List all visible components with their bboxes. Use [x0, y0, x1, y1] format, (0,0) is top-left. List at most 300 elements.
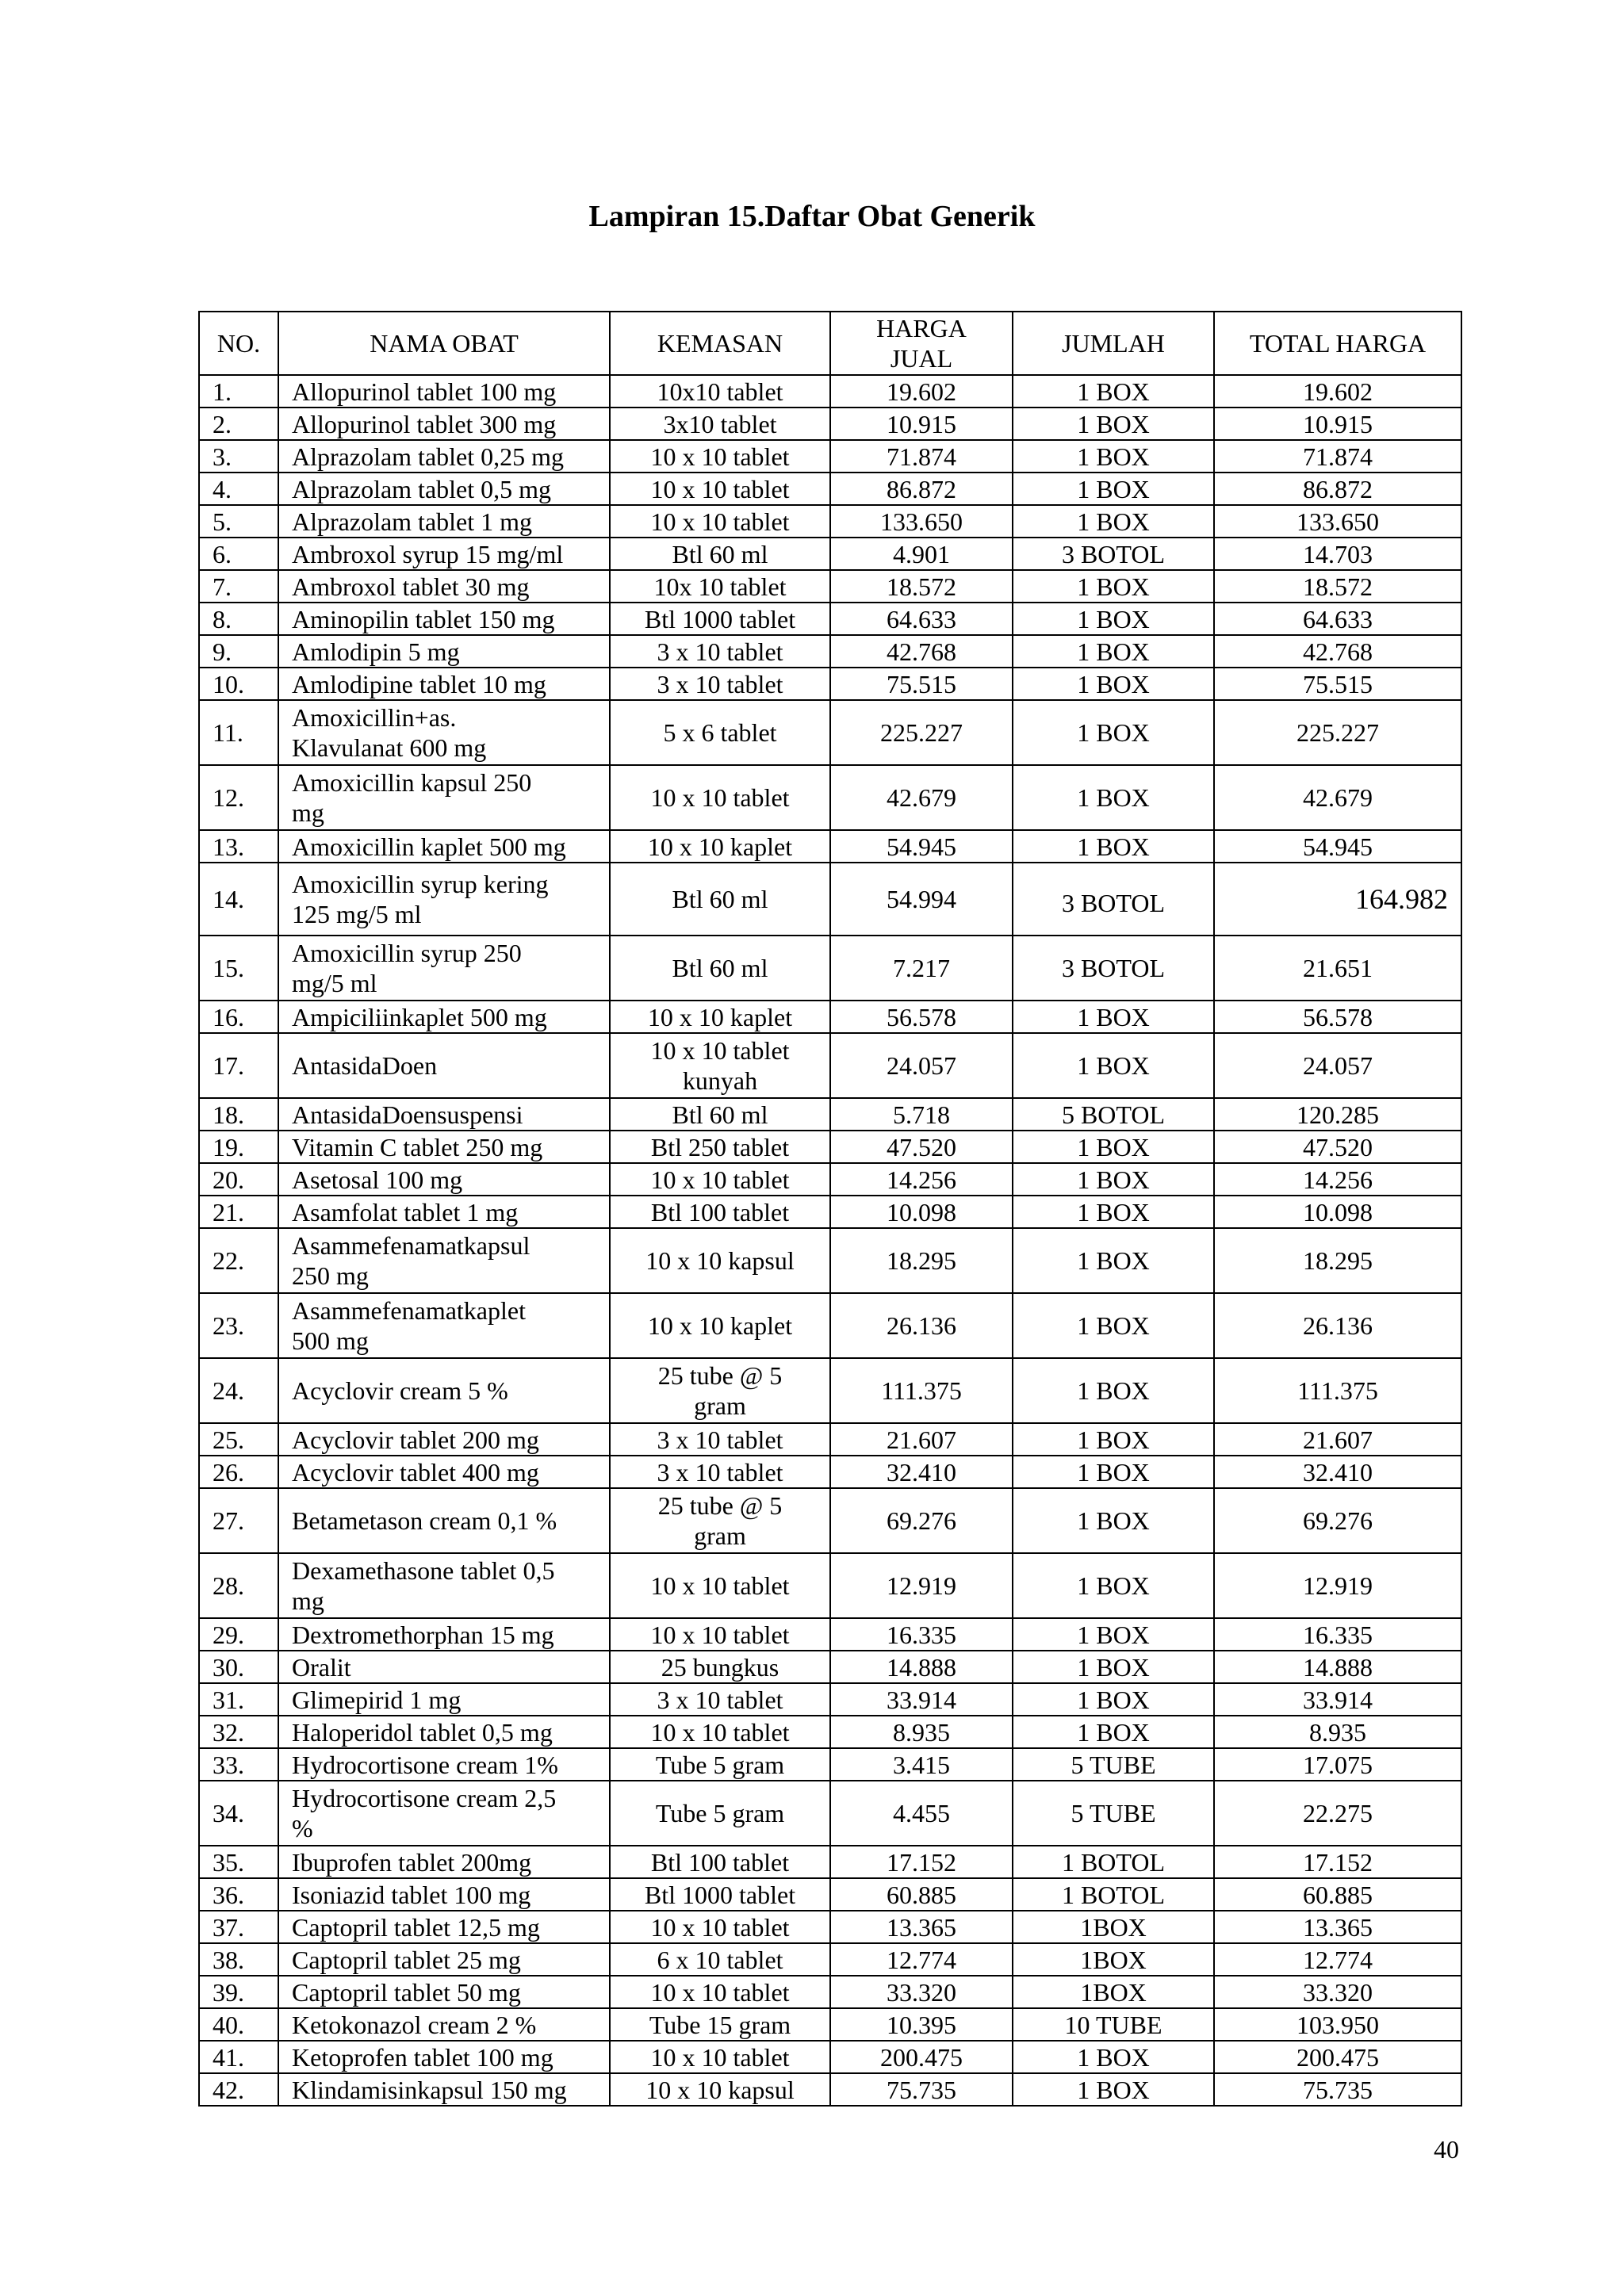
cell-name-line: Asetosal 100 mg: [292, 1165, 463, 1194]
table-row: [199, 1716, 1461, 1748]
cell-pack: [610, 1196, 830, 1228]
cell-pack: [610, 1131, 830, 1163]
cell-qty: 5 TUBE: [1013, 1748, 1214, 1781]
cell-price: 54.945: [830, 830, 1013, 863]
header-price-line1: HARGA: [876, 314, 967, 342]
table-row: [199, 603, 1461, 635]
cell-name: [278, 1423, 610, 1456]
cell-name: [278, 765, 610, 830]
cell-name-line: Amoxicillin kapsul 250: [292, 768, 532, 797]
cell-total: 14.703: [1214, 538, 1461, 570]
cell-price: 64.633: [830, 603, 1013, 635]
cell-price: 10.098: [830, 1196, 1013, 1228]
cell-pack-line: 10 x 10 tablet: [650, 1977, 790, 2007]
cell-no: 42.: [199, 2073, 278, 2106]
table-row: [199, 570, 1461, 603]
cell-total: 18.572: [1214, 570, 1461, 603]
table-row: [199, 863, 1461, 936]
cell-pack-line: gram: [694, 1391, 746, 1420]
cell-no: 18.: [199, 1098, 278, 1131]
cell-pack: [610, 2041, 830, 2073]
cell-name: [278, 570, 610, 603]
cell-name: [278, 1878, 610, 1911]
cell-total: 71.874: [1214, 440, 1461, 473]
cell-no: 19.: [199, 1131, 278, 1163]
cell-price: 69.276: [830, 1488, 1013, 1553]
cell-qty: 1 BOTOL: [1013, 1878, 1214, 1911]
cell-price: 24.057: [830, 1033, 1013, 1098]
cell-total: 8.935: [1214, 1716, 1461, 1748]
cell-pack-line: Tube 15 gram: [649, 2010, 791, 2039]
cell-pack: [610, 936, 830, 1001]
cell-pack: [610, 2073, 830, 2106]
cell-no: 8.: [199, 603, 278, 635]
table-row: [199, 1163, 1461, 1196]
cell-name-line: Ambroxol tablet 30 mg: [292, 572, 530, 601]
cell-name: [278, 1683, 610, 1716]
cell-name-line: Alprazolam tablet 0,5 mg: [292, 474, 552, 503]
table-row: [199, 765, 1461, 830]
cell-qty: 1 BOX: [1013, 2041, 1214, 2073]
cell-total: 21.607: [1214, 1423, 1461, 1456]
cell-name-line: Asammefenamatkapsul: [292, 1231, 530, 1260]
cell-no: 2.: [199, 408, 278, 440]
cell-price: 5.718: [830, 1098, 1013, 1131]
cell-no: 30.: [199, 1651, 278, 1683]
cell-pack-line: Btl 250 tablet: [650, 1132, 790, 1161]
table-header-row: [199, 312, 1461, 375]
cell-total: 21.651: [1214, 936, 1461, 1001]
cell-name-line: Dextromethorphan 15 mg: [292, 1620, 554, 1649]
cell-pack-line: 10 x 10 kaplet: [647, 832, 793, 861]
cell-total: 12.774: [1214, 1943, 1461, 1976]
cell-total: 14.888: [1214, 1651, 1461, 1683]
cell-price: 21.607: [830, 1423, 1013, 1456]
cell-pack: [610, 1033, 830, 1098]
cell-name-line: Haloperidol tablet 0,5 mg: [292, 1717, 553, 1747]
cell-name-line: Acyclovir tablet 400 mg: [292, 1457, 539, 1487]
cell-pack: [610, 1618, 830, 1651]
cell-no: 34.: [199, 1781, 278, 1846]
header-total: TOTAL HARGA: [1214, 312, 1461, 375]
table-row: [199, 538, 1461, 570]
table-row: [199, 1878, 1461, 1911]
cell-pack: [610, 538, 830, 570]
cell-pack-line: gram: [694, 1521, 746, 1550]
cell-name-line: Ambroxol syrup 15 mg/ml: [292, 539, 564, 568]
cell-no: 25.: [199, 1423, 278, 1456]
cell-price: 13.365: [830, 1911, 1013, 1943]
cell-qty: 1 BOX: [1013, 408, 1214, 440]
cell-pack: [610, 1456, 830, 1488]
cell-total: 26.136: [1214, 1293, 1461, 1358]
cell-no: 39.: [199, 1976, 278, 2008]
cell-name-line: AntasidaDoensuspensi: [292, 1100, 523, 1129]
cell-total: 60.885: [1214, 1878, 1461, 1911]
cell-name: [278, 1293, 610, 1358]
cell-price: 75.735: [830, 2073, 1013, 2106]
cell-name: [278, 1228, 610, 1293]
cell-name: [278, 668, 610, 700]
cell-price: 225.227: [830, 700, 1013, 765]
cell-total: 13.365: [1214, 1911, 1461, 1943]
cell-name: [278, 1033, 610, 1098]
cell-pack-line: Btl 100 tablet: [650, 1847, 790, 1877]
cell-name: [278, 1098, 610, 1131]
cell-total: 19.602: [1214, 375, 1461, 408]
cell-pack-line: Btl 100 tablet: [650, 1197, 790, 1226]
cell-name: [278, 603, 610, 635]
cell-name: [278, 1618, 610, 1651]
cell-pack-line: Btl 60 ml: [672, 539, 768, 568]
table-body: [199, 375, 1461, 2106]
cell-name-line: Alprazolam tablet 0,25 mg: [292, 442, 565, 471]
cell-pack: [610, 570, 830, 603]
cell-pack-line: 10 x 10 tablet: [650, 1571, 790, 1600]
cell-total: 33.914: [1214, 1683, 1461, 1716]
cell-price: 33.914: [830, 1683, 1013, 1716]
cell-pack-line: 6 x 10 tablet: [657, 1945, 783, 1974]
cell-total: 24.057: [1214, 1033, 1461, 1098]
cell-qty: 1BOX: [1013, 1911, 1214, 1943]
cell-pack-line: 3 x 10 tablet: [657, 1425, 783, 1454]
cell-name-line: Amoxicillin syrup 250: [292, 939, 522, 967]
table-row: [199, 635, 1461, 668]
cell-pack-line: 10 x 10 tablet: [650, 1620, 790, 1649]
header-price: [830, 312, 1013, 375]
table-row: [199, 830, 1461, 863]
cell-name: [278, 2008, 610, 2041]
cell-qty: 1 BOX: [1013, 1423, 1214, 1456]
cell-name-line: Captopril tablet 50 mg: [292, 1977, 521, 2007]
cell-name: [278, 1748, 610, 1781]
cell-name: [278, 505, 610, 538]
cell-pack-line: 3x10 tablet: [663, 409, 777, 438]
cell-pack-line: 3 x 10 tablet: [657, 1685, 783, 1714]
cell-name-line: Asammefenamatkaplet: [292, 1296, 526, 1325]
cell-name-line: Vitamin C tablet 250 mg: [292, 1132, 543, 1161]
cell-no: 16.: [199, 1001, 278, 1033]
cell-total: 56.578: [1214, 1001, 1461, 1033]
cell-name: [278, 1651, 610, 1683]
cell-name: [278, 1196, 610, 1228]
cell-price: 42.679: [830, 765, 1013, 830]
cell-pack: [610, 830, 830, 863]
cell-name-line: 250 mg: [292, 1261, 369, 1290]
header-price-line2: JUAL: [890, 344, 953, 373]
cell-pack: [610, 668, 830, 700]
table-row: [199, 1358, 1461, 1423]
cell-total: 10.915: [1214, 408, 1461, 440]
cell-name-line: %: [292, 1814, 313, 1843]
cell-name: [278, 830, 610, 863]
cell-name: [278, 1488, 610, 1553]
table-row: [199, 2008, 1461, 2041]
cell-pack: [610, 1943, 830, 1976]
cell-no: 20.: [199, 1163, 278, 1196]
table-row: [199, 1911, 1461, 1943]
table-row: [199, 1196, 1461, 1228]
cell-total: 54.945: [1214, 830, 1461, 863]
table-row: [199, 1683, 1461, 1716]
table-row: [199, 1131, 1461, 1163]
table-row: [199, 1423, 1461, 1456]
cell-total: 33.320: [1214, 1976, 1461, 2008]
cell-no: 41.: [199, 2041, 278, 2073]
cell-name-line: Isoniazid tablet 100 mg: [292, 1880, 531, 1909]
cell-pack: [610, 1163, 830, 1196]
cell-name-line: Ibuprofen tablet 200mg: [292, 1847, 532, 1877]
cell-total: 103.950: [1214, 2008, 1461, 2041]
cell-name-line: Allopurinol tablet 300 mg: [292, 409, 557, 438]
cell-no: 14.: [199, 863, 278, 936]
cell-no: 32.: [199, 1716, 278, 1748]
cell-price: 54.994: [830, 863, 1013, 936]
table-row: [199, 936, 1461, 1001]
cell-no: 1.: [199, 375, 278, 408]
table-row: [199, 1943, 1461, 1976]
cell-pack-line: 5 x 6 tablet: [663, 718, 777, 747]
table-row: [199, 1293, 1461, 1358]
cell-name-line: Hydrocortisone cream 1%: [292, 1750, 558, 1779]
cell-name: [278, 1781, 610, 1846]
table-row: [199, 1618, 1461, 1651]
cell-total: 10.098: [1214, 1196, 1461, 1228]
cell-pack-line: Tube 5 gram: [655, 1799, 785, 1827]
cell-total: 14.256: [1214, 1163, 1461, 1196]
cell-qty: 1 BOX: [1013, 1196, 1214, 1228]
cell-qty: 1 BOX: [1013, 505, 1214, 538]
cell-total: 18.295: [1214, 1228, 1461, 1293]
cell-name-line: Glimepirid 1 mg: [292, 1685, 462, 1714]
table-row: [199, 2073, 1461, 2106]
cell-name-line: Betametason cream 0,1 %: [292, 1506, 557, 1535]
cell-no: 24.: [199, 1358, 278, 1423]
cell-pack-line: Btl 60 ml: [672, 954, 768, 982]
table-row: [199, 2041, 1461, 2073]
cell-qty: 1 BOX: [1013, 830, 1214, 863]
cell-no: 17.: [199, 1033, 278, 1098]
cell-pack: [610, 1553, 830, 1618]
cell-no: 5.: [199, 505, 278, 538]
cell-name-line: Allopurinol tablet 100 mg: [292, 377, 557, 406]
cell-total: 64.633: [1214, 603, 1461, 635]
cell-name: [278, 1358, 610, 1423]
cell-no: 10.: [199, 668, 278, 700]
cell-qty: 1 BOX: [1013, 668, 1214, 700]
cell-qty: 1 BOX: [1013, 473, 1214, 505]
cell-name-line: Oralit: [292, 1652, 351, 1682]
cell-name: [278, 1976, 610, 2008]
cell-price: 12.774: [830, 1943, 1013, 1976]
cell-pack: [610, 408, 830, 440]
table-row: [199, 1553, 1461, 1618]
cell-no: 12.: [199, 765, 278, 830]
cell-pack-line: 10 x 10 tablet: [650, 474, 790, 503]
cell-name-line: Dexamethasone tablet 0,5: [292, 1556, 555, 1585]
cell-pack-line: 3 x 10 tablet: [657, 669, 783, 698]
cell-price: 71.874: [830, 440, 1013, 473]
cell-pack-line: 10 x 10 kapsul: [645, 1246, 795, 1275]
cell-price: 3.415: [830, 1748, 1013, 1781]
cell-qty: 1 BOX: [1013, 2073, 1214, 2106]
cell-name-line: Ampiciliinkaplet 500 mg: [292, 1002, 547, 1031]
cell-name-line: Acyclovir tablet 200 mg: [292, 1425, 539, 1454]
cell-pack-line: 10 x 10 kaplet: [647, 1002, 793, 1031]
cell-price: 26.136: [830, 1293, 1013, 1358]
cell-qty: 5 TUBE: [1013, 1781, 1214, 1846]
cell-name: [278, 1456, 610, 1488]
cell-name-line: Captopril tablet 25 mg: [292, 1945, 521, 1974]
cell-no: 23.: [199, 1293, 278, 1358]
table-row: [199, 1228, 1461, 1293]
cell-name-line: 125 mg/5 ml: [292, 900, 422, 928]
cell-no: 21.: [199, 1196, 278, 1228]
cell-no: 3.: [199, 440, 278, 473]
cell-pack: [610, 473, 830, 505]
cell-no: 40.: [199, 2008, 278, 2041]
cell-pack: [610, 505, 830, 538]
cell-pack-line: 10 x 10 tablet: [650, 1165, 790, 1194]
cell-total: 47.520: [1214, 1131, 1461, 1163]
cell-qty: 3 BOTOL: [1013, 538, 1214, 570]
table-row: [199, 440, 1461, 473]
cell-name: [278, 700, 610, 765]
table-row: [199, 1098, 1461, 1131]
cell-name-line: Ketokonazol cream 2 %: [292, 2010, 537, 2039]
cell-qty: 1 BOX: [1013, 1293, 1214, 1358]
cell-pack: [610, 1228, 830, 1293]
cell-no: 7.: [199, 570, 278, 603]
cell-name: [278, 1943, 610, 1976]
cell-price: 42.768: [830, 635, 1013, 668]
cell-total: 17.152: [1214, 1846, 1461, 1878]
cell-pack-line: 25 bungkus: [661, 1652, 779, 1682]
cell-pack: [610, 375, 830, 408]
cell-name: [278, 936, 610, 1001]
cell-pack: [610, 635, 830, 668]
cell-total: 42.679: [1214, 765, 1461, 830]
cell-name-line: Asamfolat tablet 1 mg: [292, 1197, 519, 1226]
cell-pack-line: 10 x 10 tablet: [650, 2042, 790, 2072]
cell-total: 32.410: [1214, 1456, 1461, 1488]
cell-qty: 1 BOX: [1013, 1456, 1214, 1488]
cell-qty: 1 BOX: [1013, 1358, 1214, 1423]
cell-name: [278, 408, 610, 440]
cell-name: [278, 2073, 610, 2106]
cell-pack: [610, 1976, 830, 2008]
cell-name-line: Ketoprofen tablet 100 mg: [292, 2042, 553, 2072]
cell-qty: 1 BOX: [1013, 635, 1214, 668]
cell-name-line: Amoxicillin kaplet 500 mg: [292, 832, 566, 861]
drug-table: [198, 311, 1462, 2107]
cell-name-line: Amlodipine tablet 10 mg: [292, 669, 546, 698]
cell-pack-line: 25 tube @ 5: [657, 1361, 783, 1390]
cell-no: 15.: [199, 936, 278, 1001]
cell-qty: 1 BOX: [1013, 1163, 1214, 1196]
cell-qty: 1 BOX: [1013, 375, 1214, 408]
cell-pack-line: Btl 60 ml: [672, 885, 768, 913]
cell-qty: 1 BOX: [1013, 440, 1214, 473]
cell-name-line: Klindamisinkapsul 150 mg: [292, 2075, 567, 2104]
cell-qty: 1BOX: [1013, 1943, 1214, 1976]
cell-no: 35.: [199, 1846, 278, 1878]
cell-pack: [610, 1716, 830, 1748]
cell-no: 27.: [199, 1488, 278, 1553]
cell-price: 18.295: [830, 1228, 1013, 1293]
cell-total: 75.515: [1214, 668, 1461, 700]
cell-pack-line: 10 x 10 tablet: [650, 1036, 790, 1065]
cell-price: 4.455: [830, 1781, 1013, 1846]
cell-no: 28.: [199, 1553, 278, 1618]
cell-price: 10.915: [830, 408, 1013, 440]
cell-no: 22.: [199, 1228, 278, 1293]
cell-total: 16.335: [1214, 1618, 1461, 1651]
cell-qty: 3 BOTOL: [1013, 863, 1214, 936]
table-row: [199, 1781, 1461, 1846]
table-row: [199, 505, 1461, 538]
cell-no: 31.: [199, 1683, 278, 1716]
cell-total: 200.475: [1214, 2041, 1461, 2073]
cell-pack: [610, 1683, 830, 1716]
cell-no: 29.: [199, 1618, 278, 1651]
cell-name: [278, 1001, 610, 1033]
cell-price: 111.375: [830, 1358, 1013, 1423]
cell-name-line: Amoxicillin+as.: [292, 703, 457, 732]
cell-pack: [610, 765, 830, 830]
cell-price: 17.152: [830, 1846, 1013, 1878]
cell-name-line: Hydrocortisone cream 2,5: [292, 1784, 557, 1812]
header-name: NAMA OBAT: [278, 312, 610, 375]
cell-price: 16.335: [830, 1618, 1013, 1651]
cell-pack: [610, 1358, 830, 1423]
cell-price: 133.650: [830, 505, 1013, 538]
cell-pack-line: Btl 1000 tablet: [644, 1880, 796, 1909]
cell-name: [278, 538, 610, 570]
cell-price: 19.602: [830, 375, 1013, 408]
cell-qty: 1 BOX: [1013, 1131, 1214, 1163]
cell-qty: 1 BOX: [1013, 1553, 1214, 1618]
cell-qty: 1 BOTOL: [1013, 1846, 1214, 1878]
cell-name: [278, 1716, 610, 1748]
table-row: [199, 1033, 1461, 1098]
cell-pack: [610, 1001, 830, 1033]
cell-name-line: Acyclovir cream 5 %: [292, 1376, 508, 1405]
table-row: [199, 1456, 1461, 1488]
cell-name-line: Klavulanat 600 mg: [292, 733, 487, 762]
cell-pack: [610, 1293, 830, 1358]
cell-pack: [610, 1846, 830, 1878]
cell-price: 60.885: [830, 1878, 1013, 1911]
header-pack: KEMASAN: [610, 312, 830, 375]
cell-pack: [610, 603, 830, 635]
cell-qty: 1 BOX: [1013, 1716, 1214, 1748]
cell-qty: 5 BOTOL: [1013, 1098, 1214, 1131]
cell-name-line: mg/5 ml: [292, 969, 377, 997]
cell-pack-line: 10 x 10 kaplet: [647, 1311, 793, 1340]
cell-price: 200.475: [830, 2041, 1013, 2073]
cell-name: [278, 1553, 610, 1618]
cell-pack: [610, 1911, 830, 1943]
cell-pack-line: 10 x 10 kapsul: [645, 2075, 795, 2104]
cell-price: 47.520: [830, 1131, 1013, 1163]
cell-total: 225.227: [1214, 700, 1461, 765]
table-row: [199, 1846, 1461, 1878]
table-row: [199, 1001, 1461, 1033]
cell-name: [278, 1911, 610, 1943]
cell-price: 8.935: [830, 1716, 1013, 1748]
cell-price: 10.395: [830, 2008, 1013, 2041]
